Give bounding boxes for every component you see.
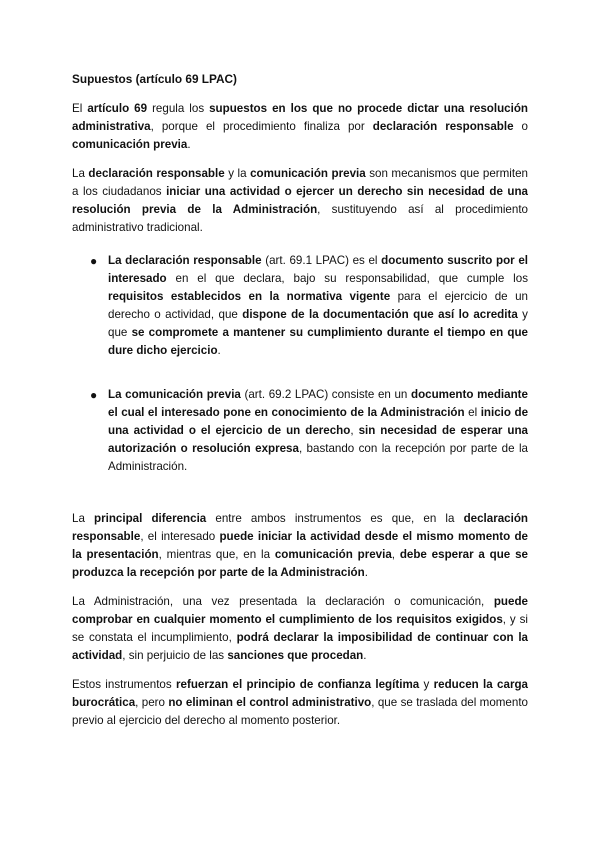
- list-item-declaracion-responsable: [90, 252, 529, 360]
- list-item-text: [108, 254, 528, 357]
- paragraph-conclusion: [72, 676, 528, 730]
- bold-text-run: inicio de una actividad o el ejercicio de un derecho: [108, 406, 529, 437]
- text-run: regula los: [147, 102, 210, 115]
- text-run: La Administración, una vez presentada la declaración o comunicación,: [72, 595, 494, 608]
- bold-text-run: iniciar una actividad o ejercer un derecho sin necesidad de una resolución previa de la Administración: [72, 185, 528, 216]
- text-run: .: [364, 566, 368, 579]
- bold-text-run: sin necesidad de esperar una autorización o resolución expresa: [108, 424, 529, 455]
- bold-text-run: artículo 69: [87, 102, 148, 115]
- bold-text-run: La declaración responsable: [108, 254, 262, 267]
- bold-text-run: se compromete a mantener su cumplimiento durante el tiempo en que dure dicho ejercicio: [108, 326, 528, 357]
- bold-text-run: supuestos en los que no procede dictar una resolución administrativa: [72, 102, 528, 133]
- bold-text-run: debe esperar a que se produzca la recepción por parte de la Administración: [72, 548, 528, 579]
- bold-text-run: reducen la carga burocrática: [72, 678, 528, 709]
- bold-text-run: documento suscrito por el interesado: [108, 254, 529, 285]
- text-run: .: [363, 649, 367, 662]
- bullet-icon: ●: [90, 388, 98, 402]
- text-run: La: [72, 167, 89, 180]
- bold-text-run: requisitos establecidos en la normativa vigente: [108, 290, 391, 303]
- text-run: El: [72, 102, 88, 115]
- text-run: , que se traslada del momento previo al ejercicio del derecho al momento posterior.: [72, 696, 528, 727]
- text-run: , bastando con la recepción por parte de la Administración.: [108, 442, 528, 473]
- text-run: ,: [350, 424, 359, 437]
- bold-text-run: comunicación previa: [274, 548, 392, 561]
- text-run: , y si se constata el incumplimiento,: [72, 613, 528, 644]
- text-run: (art. 69.1 LPAC) es el: [261, 254, 382, 267]
- bold-text-run: refuerzan el principio de confianza legítima: [176, 678, 420, 691]
- paragraph-mecanismos: [72, 165, 528, 237]
- text-run: La: [72, 512, 95, 525]
- bold-text-run: declaración responsable: [88, 167, 225, 180]
- text-run: , pero: [135, 696, 169, 709]
- bold-text-run: comunicación previa: [72, 138, 188, 151]
- text-run: en el que declara, bajo su responsabilidad, que cumple los: [166, 272, 528, 285]
- text-run: , mientras que, en la: [158, 548, 275, 561]
- text-run: y: [419, 678, 434, 691]
- bold-text-run: no eliminan el control administrativo: [168, 696, 372, 709]
- text-run: ,: [391, 548, 400, 561]
- bold-text-run: declaración responsable: [72, 512, 529, 543]
- bold-text-run: puede comprobar en cualquier momento el cumplimiento de los requisitos exigidos: [72, 595, 528, 626]
- bold-text-run: sanciones que procedan: [227, 649, 364, 662]
- text-run: , el interesado: [140, 530, 220, 543]
- bold-text-run: La comunicación previa: [108, 388, 241, 401]
- text-run: entre ambos instrumentos es que, en la: [206, 512, 464, 525]
- text-run: , sustituyendo así al procedimiento administrativo tradicional.: [72, 203, 528, 234]
- paragraph-comprobacion: [72, 593, 528, 665]
- text-run: (art. 69.2 LPAC) consiste en un: [240, 388, 411, 401]
- text-run: .: [187, 138, 191, 151]
- text-run: para el ejercicio de un derecho o actividad, que: [108, 290, 528, 321]
- list-item-text: [108, 388, 528, 473]
- bold-text-run: comunicación previa: [250, 167, 366, 180]
- text-run: el: [464, 406, 481, 419]
- paragraph-articulo-69: [72, 100, 528, 154]
- paragraph-principal-diferencia: [72, 510, 528, 582]
- bold-text-run: principal diferencia: [94, 512, 207, 525]
- text-run: y la: [224, 167, 251, 180]
- text-run: , sin perjuicio de las: [122, 649, 228, 662]
- bullet-icon: ●: [90, 254, 98, 268]
- list-item-comunicacion-previa: [90, 386, 529, 476]
- bold-text-run: dispone de la documentación que así lo acredita: [242, 308, 518, 321]
- bold-text-run: podrá declarar la imposibilidad de continuar con la actividad: [72, 631, 529, 662]
- bold-text-run: declaración responsable: [372, 120, 514, 133]
- text-run: , porque el procedimiento finaliza por: [150, 120, 373, 133]
- text-run: Estos instrumentos: [72, 678, 176, 691]
- bold-text-run: puede iniciar la actividad desde el mismo momento de la presentación: [72, 530, 528, 561]
- bold-text-run: documento mediante el cual el interesado pone en conocimiento de la Administración: [108, 388, 528, 419]
- section-heading: Supuestos (artículo 69 LPAC): [72, 72, 237, 86]
- text-run: .: [217, 344, 221, 357]
- text-run: son mecanismos que permiten a los ciudadanos: [72, 167, 528, 198]
- document-page: [72, 70, 528, 741]
- text-run: o: [513, 120, 529, 133]
- text-run: y que: [108, 308, 528, 339]
- definitions-list: [72, 252, 528, 476]
